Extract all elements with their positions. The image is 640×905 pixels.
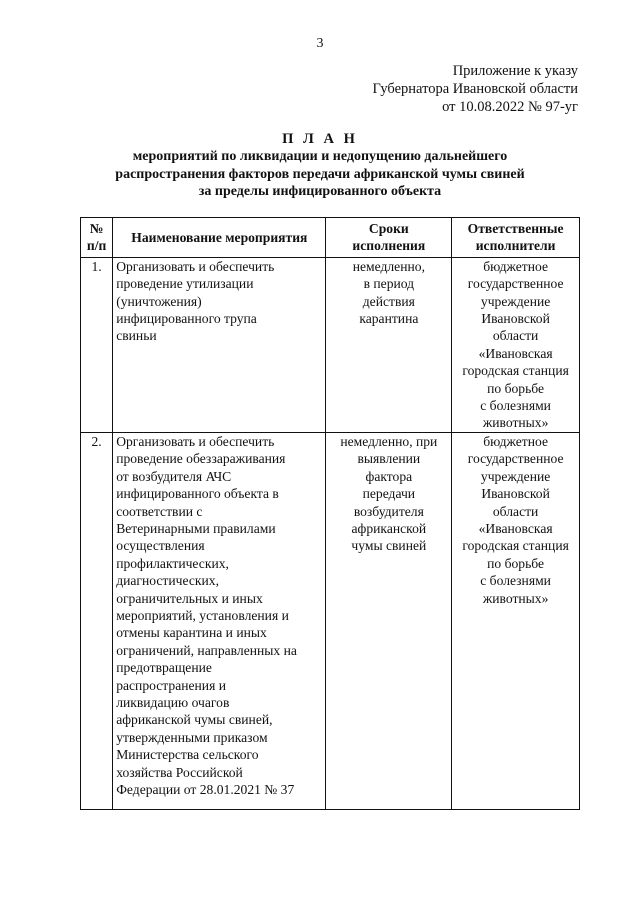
header-deadline: Сроки исполнения — [326, 218, 452, 258]
row-activity-name: Организовать и обеспечить проведение обеззараживания от возбудителя АЧС инфицированного объекта в соответствии с Ветеринарными правилами осуществления профилактических, диагностических, ограничительных и иных мероприятий, установления и отмены карантина и иных ограничений, направленных на предотвращение распространения и ликвидацию очагов африканской чумы свиней, утвержденными приказом Министерства сельского хозяйства Российской Федерации от 28.01.2021 № 37 — [113, 432, 326, 809]
header-number: № п/п — [81, 218, 113, 258]
row-number: 2. — [81, 432, 113, 809]
subtitle-line: распространения факторов передачи африканской чумы свиней — [115, 166, 525, 182]
appendix-reference — [373, 62, 578, 116]
document-title: П Л А Н — [282, 131, 358, 147]
row-responsible: бюджетное государственное учреждение Ивановской области «Ивановская городская станция по борьбе с болезнями животных» — [452, 257, 580, 432]
row-responsible: бюджетное государственное учреждение Ивановской области «Ивановская городская станция по борьбе с болезнями животных» — [452, 432, 580, 809]
table-row — [81, 257, 580, 432]
appendix-line: от 10.08.2022 № 97-уг — [442, 99, 578, 115]
row-deadline: немедленно, при выявлении фактора передачи возбудителя африканской чумы свиней — [326, 432, 452, 809]
document-subtitle — [0, 148, 640, 201]
subtitle-line: мероприятий по ликвидации и недопущению дальнейшего — [132, 149, 508, 164]
page-number: 3 — [316, 36, 324, 51]
row-deadline: немедленно, в период действия карантина — [326, 257, 452, 432]
appendix-line: Губернатора Ивановской области — [372, 81, 578, 97]
row-activity-name: Организовать и обеспечить проведение утилизации (уничтожения) инфицированного трупа свиньи — [113, 257, 326, 432]
row-number: 1. — [81, 257, 113, 432]
table-row — [81, 432, 580, 809]
header-responsible: Ответственные исполнители — [452, 218, 580, 258]
table-header-row — [81, 218, 580, 258]
appendix-line: Приложение к указу — [452, 63, 578, 79]
subtitle-line: за пределы инфицированного объекта — [198, 184, 442, 199]
plan-table — [80, 217, 580, 810]
header-activity-name: Наименование мероприятия — [113, 218, 326, 258]
